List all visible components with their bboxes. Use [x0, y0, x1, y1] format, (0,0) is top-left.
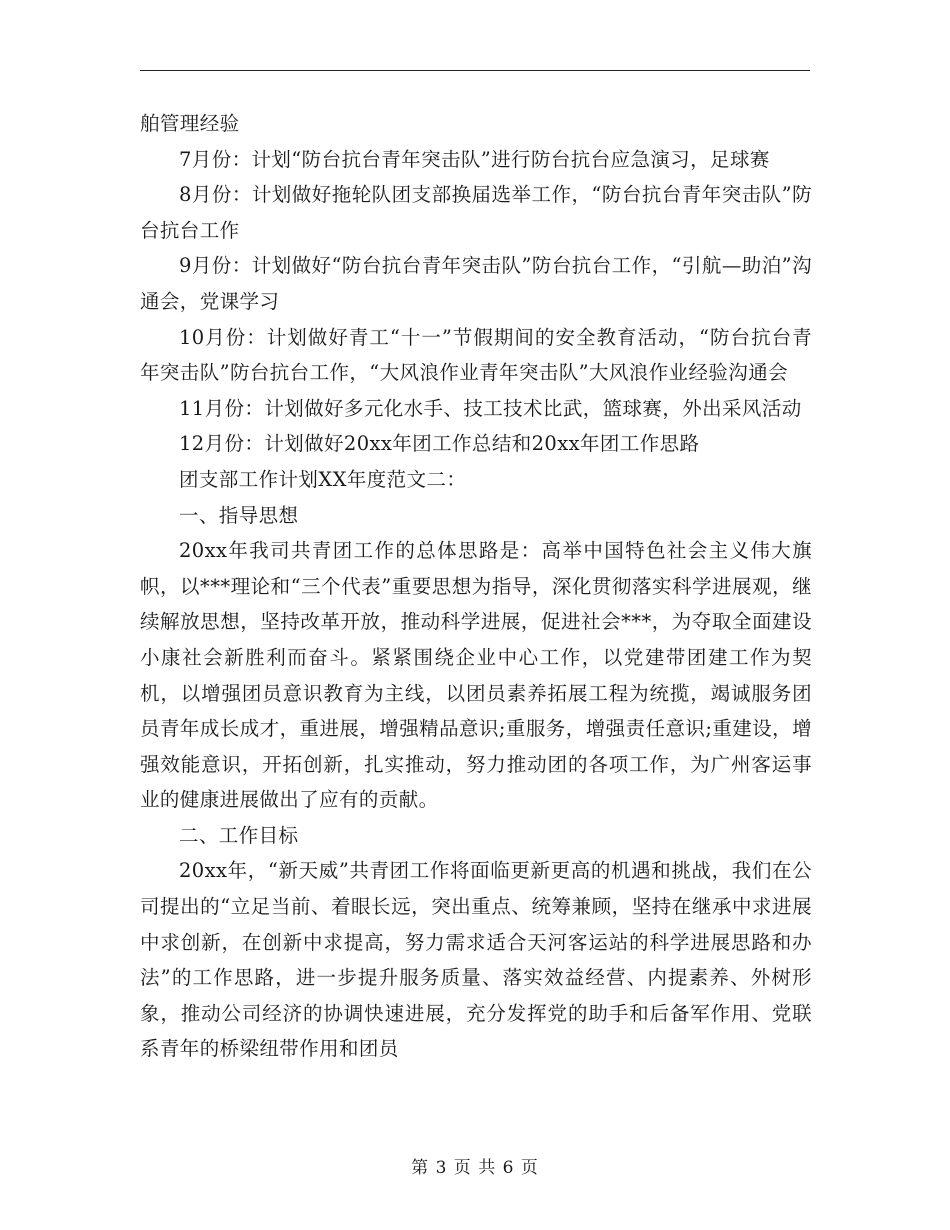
paragraph: 20xx年我司共青团工作的总体思路是：高举中国特色社会主义伟大旗帜，以***理论和“三个代表”重要思想为指导，深化贯彻落实科学进展观，继续解放思想，坚持改革开放，推动科学进展，促进社会***，为夺取全面建设小康社会新胜利而奋斗。紧紧围绕企业中心工作，以党建带团建工作为契机，以增强团员意识教育为主线，以团员素养拓展工程为统揽，竭诚服务团员青年成长成才，重进展，增强精品意识;重服务，增强责任意识;重建设，增强效能意识，开拓创新，扎实推动，努力推动团的各项工作，为广州客运事业的健康进展做出了应有的贡献。	[140, 539, 812, 812]
page-number-footer: 第 3 页 共 6 页	[411, 1158, 539, 1178]
section-heading: 一、指导思想	[179, 503, 299, 527]
paragraph: 8月份：计划做好拖轮队团支部换届选举工作，“防台抗台青年突击队”防台抗台工作	[140, 183, 812, 242]
document-body	[140, 106, 812, 1067]
paragraph: 10月份：计划做好青工“十一”节假期间的安全教育活动，“防台抗台青年突击队”防台抗台工作，“大风浪作业青年突击队”大风浪作业经验沟通会	[140, 325, 812, 385]
paragraph: 20xx年，“新天威”共青团工作将面临更新更高的机遇和挑战，我们在公司提出的“立足当前、着眼长远，突出重点、统筹兼顾，坚持在继承中求进展中求创新，在创新中求提高，努力需求适合天河客运站的科学进展思路和办法”的工作思路，进一步提升服务质量、落实效益经营、内提素养、外树形象，推动公司经济的协调快速进展，充分发挥党的助手和后备军作用、党联系青年的桥梁纽带作用和团员	[140, 859, 812, 1061]
paragraph: 12月份：计划做好20xx年团工作总结和20xx年团工作思路	[179, 432, 700, 456]
section-heading: 二、工作目标	[179, 823, 299, 847]
section-title: 团支部工作计划XX年度范文二：	[179, 467, 467, 491]
paragraph: 7月份：计划“防台抗台青年突击队”进行防台抗台应急演习，足球赛	[179, 147, 770, 171]
paragraph: 9月份：计划做好“防台抗台青年突击队”防台抗台工作，“引航—助泊”沟通会，党课学习	[140, 254, 812, 313]
paragraph: 11月份：计划做好多元化水手、技工技术比武，篮球赛，外出采风活动	[179, 396, 802, 420]
paragraph: 舶管理经验	[140, 112, 240, 135]
header-rule	[140, 70, 810, 71]
